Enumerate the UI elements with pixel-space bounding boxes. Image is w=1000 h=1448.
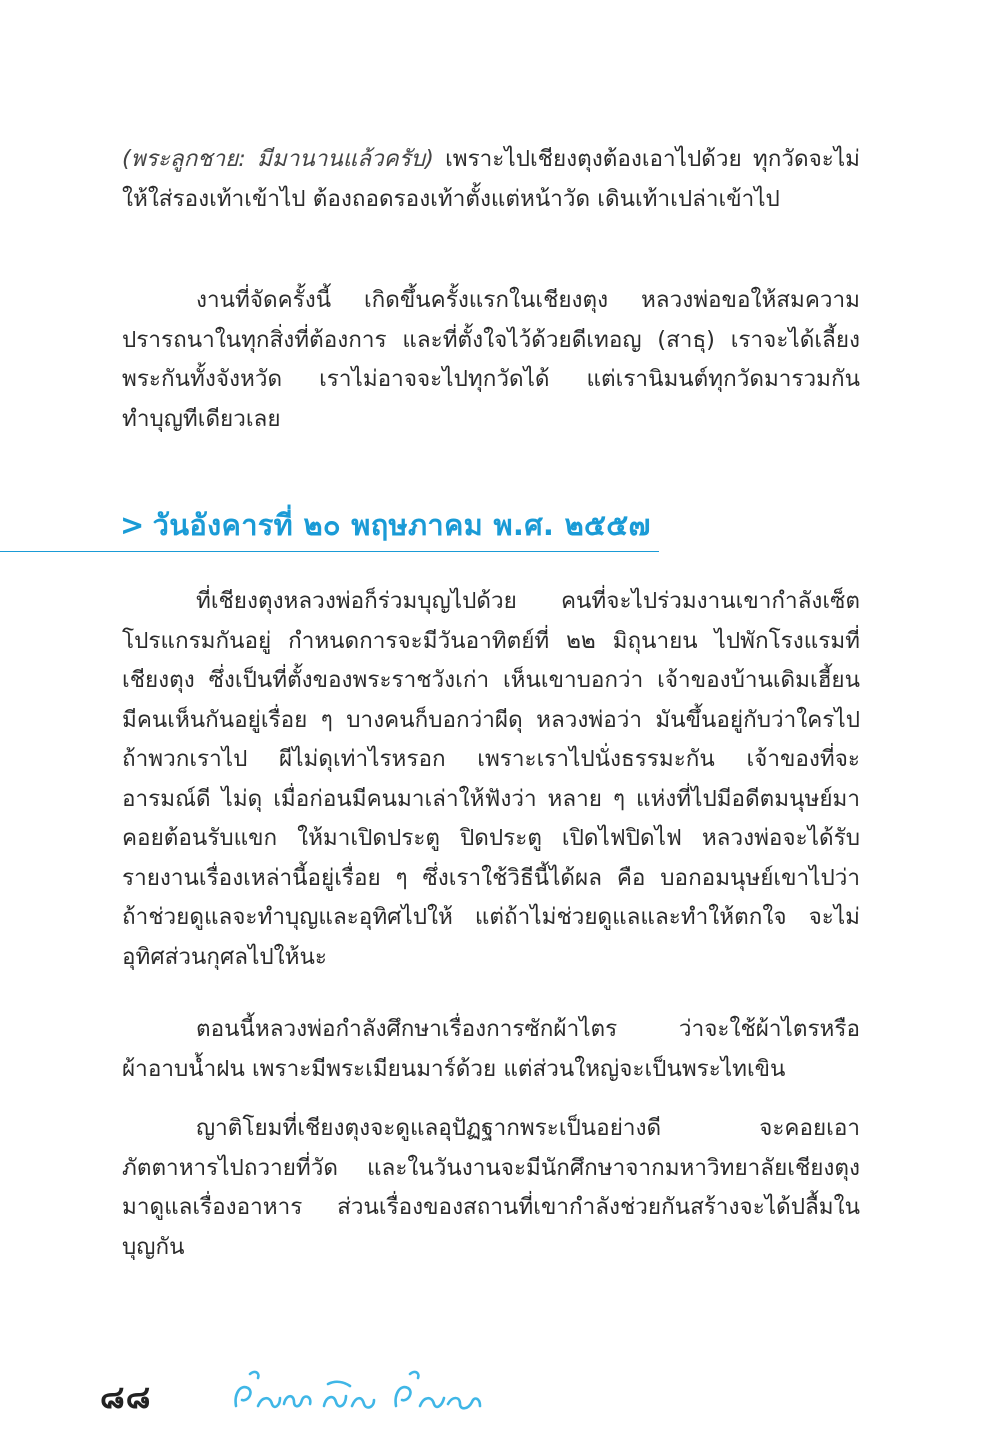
heading-arrow-icon: >: [120, 508, 145, 542]
page-number: ๘๘: [100, 1378, 152, 1416]
paragraph-1: [122, 140, 860, 219]
section-heading: [120, 502, 651, 548]
signature-logo: [228, 1366, 488, 1416]
paragraph-4: ตอนนี้หลวงพ่อกำลังศึกษาเรื่องการซักผ้าไตร ว่าจะใช้ผ้าไตรหรือผ้าอาบน้ำฝน เพราะมีพระเมียนมาร์ด้วย แต่ส่วนใหญ่จะเป็นพระไทเขิน: [122, 1016, 860, 1082]
paragraph-5: ญาติโยมที่เชียงตุงจะดูแลอุปัฏฐากพระเป็นอย่างดี จะคอยเอาภัตตาหารไปถวายที่วัด และในวันงานจะมีนักศึกษาจากมหาวิทยาลัยเชียงตุงมาดูแลเรื่องอาหาร ส่วนเรื่องของสถานที่เขากำลังช่วยกันสร้างจะได้ปลื้มในบุญกัน: [122, 1115, 860, 1260]
paragraph-1-text: เพราะไปเชียงตุงต้องเอาไปด้วย ทุกวัดจะไม่ให้ใส่รองเท้าเข้าไป ต้องถอดรองเท้าตั้งแต่หน้าวัด เดินเท้าเปล่าเข้าไป: [122, 146, 860, 212]
heading-date-text: วันอังคารที่ ๒๐ พฤษภาคม พ.ศ. ๒๕๕๗: [152, 508, 651, 542]
son-note: (พระลูกชาย: มีมานานแล้วครับ): [122, 146, 434, 172]
paragraph-2: งานที่จัดครั้งนี้ เกิดขึ้นครั้งแรกในเชียงตุง หลวงพ่อขอให้สมความปรารถนาในทุกสิ่งที่ต้องการ และที่ตั้งใจไว้ด้วยดีเทอญ (สาธุ) เราจะได้เลี้ยงพระกันทั้งจังหวัด เราไม่อาจจะไปทุกวัดได้ แต่เรานิมนต์ทุกวัดมารวมกัน ทำบุญทีเดียวเลย: [122, 287, 860, 432]
paragraph-3: ที่เชียงตุงหลวงพ่อก็ร่วมบุญไปด้วย คนที่จะไปร่วมงานเขากำลังเซ็ตโปรแกรมกันอยู่ กำหนดการจะมีวันอาทิตย์ที่ ๒๒ มิถุนายน ไปพักโรงแรมที่เชียงตุง ซึ่งเป็นที่ตั้งของพระราชวังเก่า เห็นเขาบอกว่า เจ้าของบ้านเดิมเฮี้ยน มีคนเห็นกันอยู่เรื่อย ๆ บางคนก็บอกว่าผีดุ หลวงพ่อว่า มันขึ้นอยู่กับว่าใครไป ถ้าพวกเราไป ผีไม่ดุเท่าไรหรอก เพราะเราไปนั่งธรรมะกัน เจ้าของที่จะอารมณ์ดี ไม่ดุ เมื่อก่อนมีคนมาเล่าให้ฟังว่า หลาย ๆ แห่งที่ไปมีอดีตมนุษย์มาคอยต้อนรับแขก ให้มาเปิดประตู ปิดประตู เปิดไฟปิดไฟ หลวงพ่อจะได้รับรายงานเรื่องเหล่านี้อยู่เรื่อย ๆ ซึ่งเราใช้วิธีนี้ได้ผล คือ บอกอมนุษย์เขาไปว่า ถ้าช่วยดูแลจะทำบุญและอุทิศไปให้ แต่ถ้าไม่ช่วยดูแลและทำให้ตกใจ จะไม่อุทิศส่วนกุศลไปให้นะ: [122, 588, 860, 970]
heading-divider: [0, 551, 659, 552]
